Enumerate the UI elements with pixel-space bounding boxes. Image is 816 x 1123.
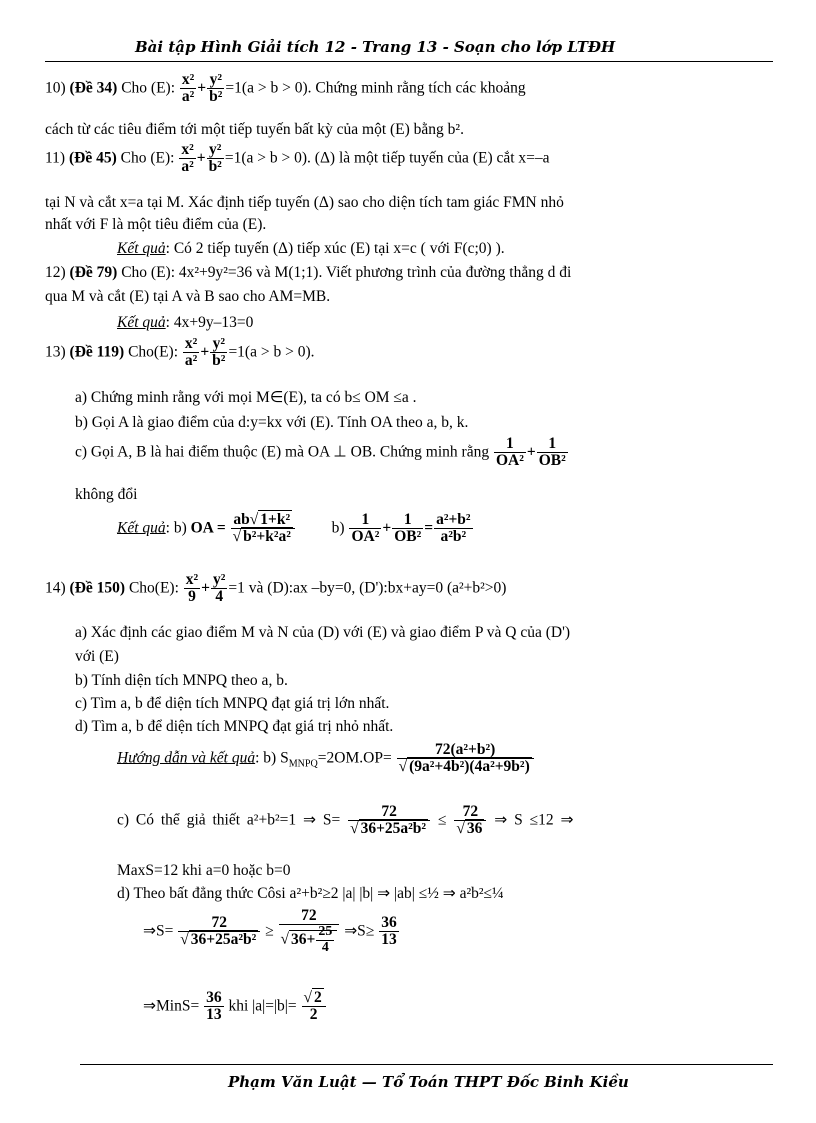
- header-rule: [45, 61, 773, 62]
- problem-ref: (Đề 150): [69, 579, 126, 597]
- fraction-1-ob2: $\frac{1}{\text{OB²}}$: [394, 511, 422, 546]
- oa-lhs: OA =: [190, 519, 226, 537]
- condition: =1(a > b > 0).: [225, 79, 312, 97]
- result-label: Kết quả: [117, 519, 166, 537]
- fraction-sqrt2-2: $\frac{√ 2}{2}$: [302, 990, 326, 1024]
- problem-14-min-chain: ⇒S= $\frac{72}{\text{√ 36+25a²b²}}$ ≥ 72 √ 36+ $\frac{25}{4}$ ⇒S≥ $\frac{36}{13}$: [143, 907, 397, 955]
- given-label: Cho (E):: [120, 149, 175, 167]
- fraction-s-max: $\frac{72}{√ 36}$: [454, 804, 486, 838]
- fraction-y2-b2: $\frac{\text{y²}}{\text{b²}}$: [212, 335, 226, 370]
- problem-14-mins: [143, 990, 327, 1024]
- guide-text: c) Có thể giả thiết a²+b²=1 ⇒ S=: [117, 811, 341, 829]
- result-label: Kết quả: [117, 240, 166, 257]
- problem-12-line2: qua M và cắt (E) tại A và B sao cho AM=MB.: [45, 288, 331, 305]
- problem-11-line3: nhất với F là một tiêu điểm của (E).: [45, 216, 267, 233]
- fraction-s: $\frac{72}{\text{√ 36+25a²b²}}$: [178, 915, 260, 949]
- given-label: Cho (E):: [121, 79, 176, 97]
- problem-14-guide-c: c) Có thể giả thiết a²+b²=1 ⇒ S= $\frac{72}{\text{√ 36+25a²b²}}$ ≤ $\frac{72}{√ 36}$ ⇒ S ≤12 ⇒: [117, 803, 574, 838]
- problem-14-a2: với (E): [75, 648, 119, 665]
- result-label: Hướng dẫn và kết quả: [117, 749, 256, 767]
- condition: =1 và (D):ax –by=0, (D'):bx+ay=0 (a²+b²>0): [228, 579, 507, 597]
- fraction-1-oa2: $\frac{1}{\text{OA²}}$: [351, 511, 380, 546]
- given-label: Cho(E):: [128, 343, 179, 361]
- fraction-y2-4: $\frac{\text{y²}}{4}$: [213, 571, 226, 606]
- problem-ref: (Đề 119): [69, 343, 125, 361]
- guide-text: khi |a|=|b|=: [228, 997, 297, 1015]
- guide-text: : b) S: [255, 749, 289, 767]
- problem-13-b: b) Gọi A là giao điểm của d:y=kx với (E). Tính OA theo a, b, k.: [75, 414, 469, 431]
- condition: =1(a > b > 0).: [224, 149, 311, 167]
- statement: c) Gọi A, B là hai điểm thuộc (E) mà OA ⊥ OB. Chứng minh rằng: [75, 443, 490, 461]
- page-header: Bài tập Hình Giải tích 12 - Trang 13 - Soạn cho lớp LTĐH: [135, 38, 616, 56]
- result-text: : 4x+9y–13=0: [165, 314, 254, 331]
- problem-12: [45, 264, 571, 282]
- fraction-x2-a2: $\frac{\text{x²}}{\text{a²}}$: [184, 335, 198, 370]
- problem-14-guide-b: [117, 742, 535, 776]
- problem-12-result: [117, 314, 253, 332]
- problem-ref: (Đề 79): [69, 264, 118, 281]
- problem-14-guide-d: d) Theo bất đẳng thức Côsi a²+b²≥2 |a| |b| ⇒ |ab| ≤½ ⇒ a²b²≤¼: [117, 885, 504, 902]
- problem-14: 14) (Đề 150) Cho(E): $\frac{\text{x²}}{9}$ + $\frac{\text{y²}}{4}$ =1 và (D):ax –by=0, (D'):bx+ay=0 (a²+b²>0): [45, 571, 507, 606]
- fraction-1-ob2: $\frac{1}{\text{OB²}}$: [538, 435, 566, 470]
- page-footer: Phạm Văn Luật — Tổ Toán THPT Đốc Binh Kiều: [228, 1073, 629, 1091]
- guide-subscript: MNPQ: [288, 758, 318, 770]
- guide-text: ⇒ S ≤12 ⇒: [494, 811, 574, 829]
- fraction-1-oa2: $\frac{1}{\text{OA²}}$: [495, 435, 524, 470]
- problem-ref: (Đề 34): [69, 79, 118, 97]
- problem-number: 13): [45, 343, 66, 361]
- problem-14-d: d) Tìm a, b để diện tích MNPQ đạt giá trị nhỏ nhất.: [75, 718, 394, 735]
- problem-13: 13) (Đề 119) Cho(E): $\frac{\text{x²}}{\text{a²}}$ + $\frac{\text{y²}}{\text{b²}}$ =1(a > b > 0).: [45, 335, 315, 370]
- problem-number: 14): [45, 579, 66, 597]
- problem-10-line2: cách từ các tiêu điểm tới một tiếp tuyến bất kỳ của một (E) bằng b².: [45, 121, 464, 138]
- guide-text: ⇒S≥: [344, 922, 375, 940]
- fraction-x2-a2: $\frac{\text{x²}}{\text{a²}}$: [181, 71, 195, 106]
- problem-13-result: Kết quả: b) OA = $\frac{\text{ab√ 1+k²}}{\text{√ b²+k²a²}}$ b) $\frac{1}{\text{OA²}}$ + $\frac{1}{\text{OB²}}$ = $\frac{\text{a²+b²}}{\text{a²b²}}$: [117, 511, 471, 546]
- condition: =1(a > b > 0).: [228, 343, 315, 361]
- problem-14-c: c) Tìm a, b để diện tích MNPQ đạt giá trị lớn nhất.: [75, 695, 390, 712]
- problem-13-c: c) Gọi A, B là hai điểm thuộc (E) mà OA ⊥ OB. Chứng minh rằng $\frac{1}{\text{OA²}}$ + $\frac{1}{\text{OB²}}$: [75, 435, 566, 470]
- fraction-oa: $\frac{\text{ab√ 1+k²}}{\text{√ b²+k²a²}}$: [231, 512, 295, 546]
- result-part: : b): [165, 519, 187, 537]
- fraction-y2-b2: $\frac{\text{y²}}{\text{b²}}$: [208, 141, 222, 176]
- fraction-a2b2: $\frac{\text{a²+b²}}{\text{a²b²}}$: [436, 511, 471, 546]
- statement: (Δ) là một tiếp tuyến của (E) cắt x=–a: [314, 149, 550, 167]
- problem-14-a1: a) Xác định các giao điểm M và N của (D) với (E) và giao điểm P và Q của (D'): [75, 624, 571, 641]
- problem-11-result: [117, 240, 505, 258]
- problem-14-b: b) Tính diện tích MNPQ theo a, b.: [75, 672, 288, 689]
- result-label: Kết quả: [117, 314, 166, 331]
- fraction-y2-b2: $\frac{\text{y²}}{\text{b²}}$: [209, 71, 223, 106]
- problem-11-line2: tại N và cắt x=a tại M. Xác định tiếp tuyến (Δ) sao cho diện tích tam giác FMN nhỏ: [45, 194, 564, 211]
- guide-text: ⇒MinS=: [143, 997, 200, 1015]
- fraction-x2-9: $\frac{\text{x²}}{9}$: [185, 571, 199, 606]
- problem-number: 10): [45, 79, 66, 97]
- guide-text: =2OM.OP=: [317, 749, 392, 767]
- fraction-s-bound: 72 √ 36+ $\frac{25}{4}$: [279, 908, 340, 956]
- result-text: : Có 2 tiếp tuyến (Δ) tiếp xúc (E) tại x=c ( với F(c;0) ).: [165, 240, 505, 257]
- fraction-36-13: $\frac{36}{13}$: [381, 914, 397, 949]
- problem-11: 11) (Đề 45) Cho (E): $\frac{\text{x²}}{\text{a²}}$ + $\frac{\text{y²}}{\text{b²}}$ =1(a > b > 0). (Δ) là một tiếp tuyến của (E) cắt x=–a: [45, 141, 550, 176]
- problem-number: 12): [45, 264, 66, 281]
- fraction-area: $\frac{\text{72(a²+b²)}}{\text{√ (9a²+4b²)(4a²+9b²)}}$: [397, 742, 534, 776]
- statement: Cho (E): 4x²+9y²=36 và M(1;1). Viết phương trình của đường thẳng d đi: [121, 264, 572, 281]
- fraction-36-13: $\frac{36}{13}$: [206, 989, 222, 1024]
- problem-14-maxs: MaxS=12 khi a=0 hoặc b=0: [117, 862, 291, 879]
- statement: Chứng minh rằng tích các khoảng: [315, 79, 526, 97]
- footer-rule: [80, 1064, 773, 1065]
- problem-ref: (Đề 45): [68, 149, 117, 167]
- problem-number: 11): [45, 149, 66, 167]
- problem-13-c2: không đổi: [75, 486, 138, 503]
- fraction-x2-a2: $\frac{\text{x²}}{\text{a²}}$: [181, 141, 194, 176]
- guide-text: ⇒S=: [143, 922, 174, 940]
- fraction-s: $\frac{72}{\text{√ 36+25a²b²}}$: [348, 804, 430, 838]
- problem-10: 10) (Đề 34) Cho (E): $\frac{\text{x²}}{\text{a²}}$ + $\frac{\text{y²}}{\text{b²}}$ =1(a > b > 0). Chứng minh rằng tích các khoảng: [45, 71, 526, 106]
- given-label: Cho(E):: [128, 579, 179, 597]
- result-part: b): [331, 519, 345, 537]
- problem-13-a: a) Chứng minh rằng với mọi M∈(E), ta có b≤ OM ≤a .: [75, 389, 417, 406]
